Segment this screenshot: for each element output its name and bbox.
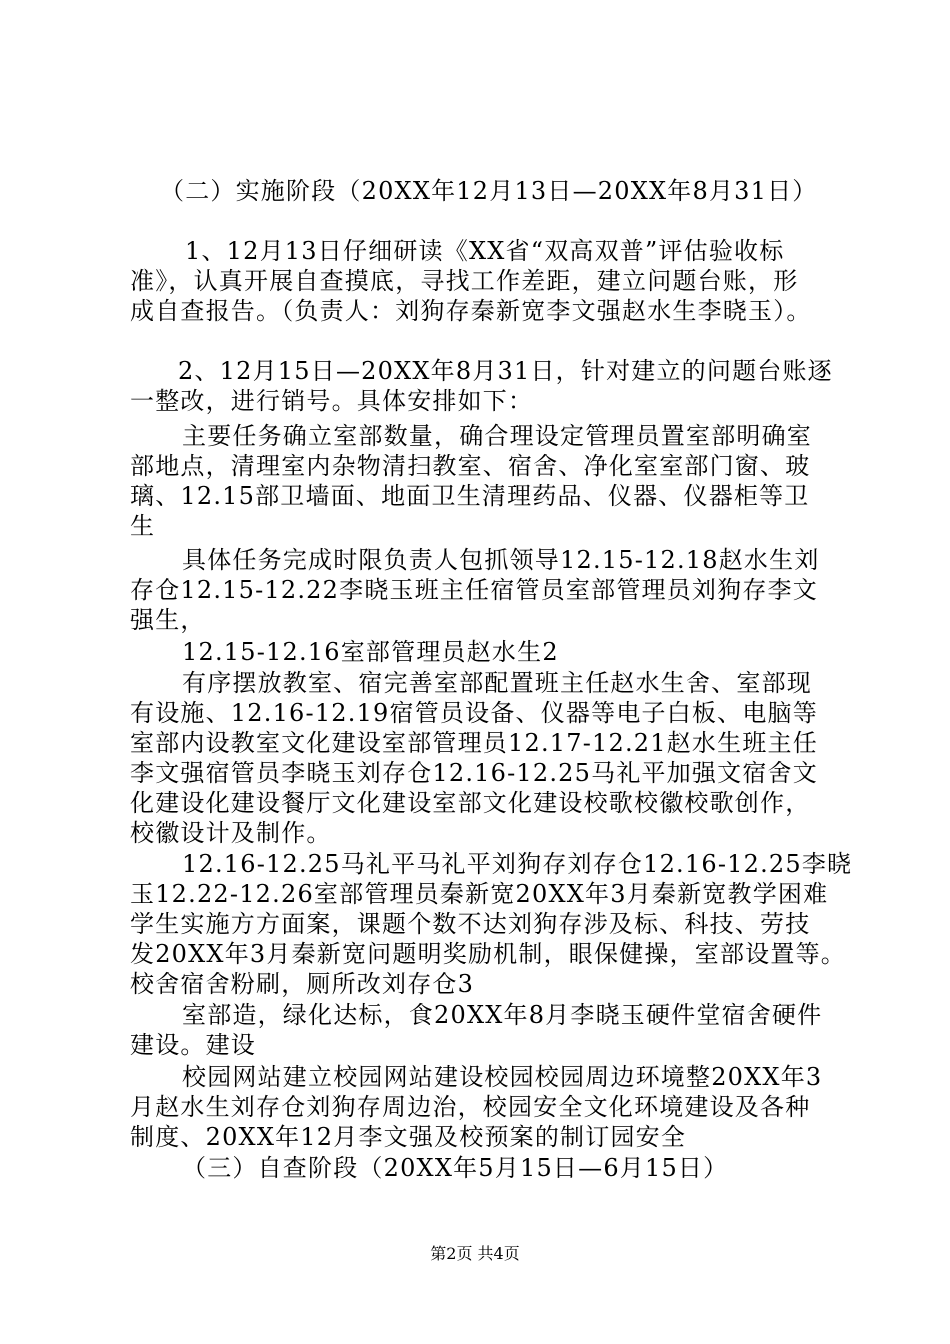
paragraph-line: 部地点，清理室内杂物清扫教室、宿舍、净化室室部门窗、玻 <box>130 452 811 480</box>
paragraph-line: 12.15-12.16室部管理员赵水生2 <box>182 638 559 666</box>
paragraph-line: 存仓12.15-12.22李晓玉班主任宿管员室部管理员刘狗存李文 <box>130 576 818 604</box>
paragraph-line: 1、12月13日仔细研读《XX省“双高双普”评估验收标 <box>185 237 785 265</box>
paragraph-line: 主要任务确立室部数量，确合理设定管理员置室部明确室 <box>182 422 812 450</box>
paragraph-line: 准》，认真开展自查摸底，寻找工作差距，建立问题台账，形 <box>130 267 799 295</box>
paragraph-line: 强生， <box>130 606 206 634</box>
paragraph-line: 制度、20XX年12月李文强及校预案的制订园安全 <box>130 1123 687 1151</box>
paragraph-line: 室部内设教室文化建设室部管理员12.17-12.21赵水生班主任 <box>130 729 818 757</box>
paragraph-line: 有序摆放教室、宿完善室部配置班主任赵水生舍、室部现 <box>182 669 812 697</box>
heading-self-check-phase: （三）自查阶段（20XX年5月15日—6月15日） <box>182 1154 729 1182</box>
paragraph-line: 发20XX年3月秦新宽问题明奖励机制，眼保健操，室部设置等。 <box>130 940 846 968</box>
paragraph-line: 具体任务完成时限负责人包抓领导12.15-12.18赵水生刘 <box>182 546 820 574</box>
paragraph-line: 校徽设计及制作。 <box>130 819 332 847</box>
paragraph-line: 月赵水生刘存仓刘狗存周边治，校园安全文化环境建设及各种 <box>130 1093 811 1121</box>
page-footer: 第2页 共4页 <box>430 1244 520 1263</box>
paragraph-line: 化建设化建设餐厅文化建设室部文化建设校歌校徽校歌创作， <box>130 789 811 817</box>
paragraph-line: 2、12月15日—20XX年8月31日，针对建立的问题台账逐 <box>178 357 833 385</box>
paragraph-line: 校园网站建立校园网站建设校园校园周边环境整20XX年3 <box>182 1063 823 1091</box>
paragraph-line: 璃、12.15部卫墙面、地面卫生清理药品、仪器、仪器柜等卫 <box>130 482 810 510</box>
paragraph-line: 有设施、12.16-12.19宿管员设备、仪器等电子白板、电脑等 <box>130 699 818 727</box>
paragraph-line: 室部造，绿化达标，食20XX年8月李晓玉硬件堂宿舍硬件 <box>182 1001 823 1029</box>
paragraph-line: 学生实施方方面案，课题个数不达刘狗存涉及标、科技、劳技 <box>130 910 811 938</box>
paragraph-line: 生 <box>130 512 156 540</box>
paragraph-line: 12.16-12.25马礼平马礼平刘狗存刘存仓12.16-12.25李晓 <box>182 850 853 878</box>
heading-implementation-phase: （二）实施阶段（20XX年12月13日—20XX年8月31日） <box>160 177 818 205</box>
paragraph-line: 李文强宿管员李晓玉刘存仓12.16-12.25马礼平加强文宿舍文 <box>130 759 818 787</box>
paragraph-line: 一整改，进行销号。具体安排如下： <box>130 387 534 415</box>
paragraph-line: 校舍宿舍粉刷，厕所改刘存仓3 <box>130 970 475 998</box>
paragraph-line: 玉12.22-12.26室部管理员秦新宽20XX年3月秦新宽教学困难 <box>130 880 829 908</box>
paragraph-line: 成自查报告。（负责人：刘狗存秦新宽李文强赵水生李晓玉）。 <box>130 297 812 325</box>
paragraph-line: 建设。建设 <box>130 1031 256 1059</box>
